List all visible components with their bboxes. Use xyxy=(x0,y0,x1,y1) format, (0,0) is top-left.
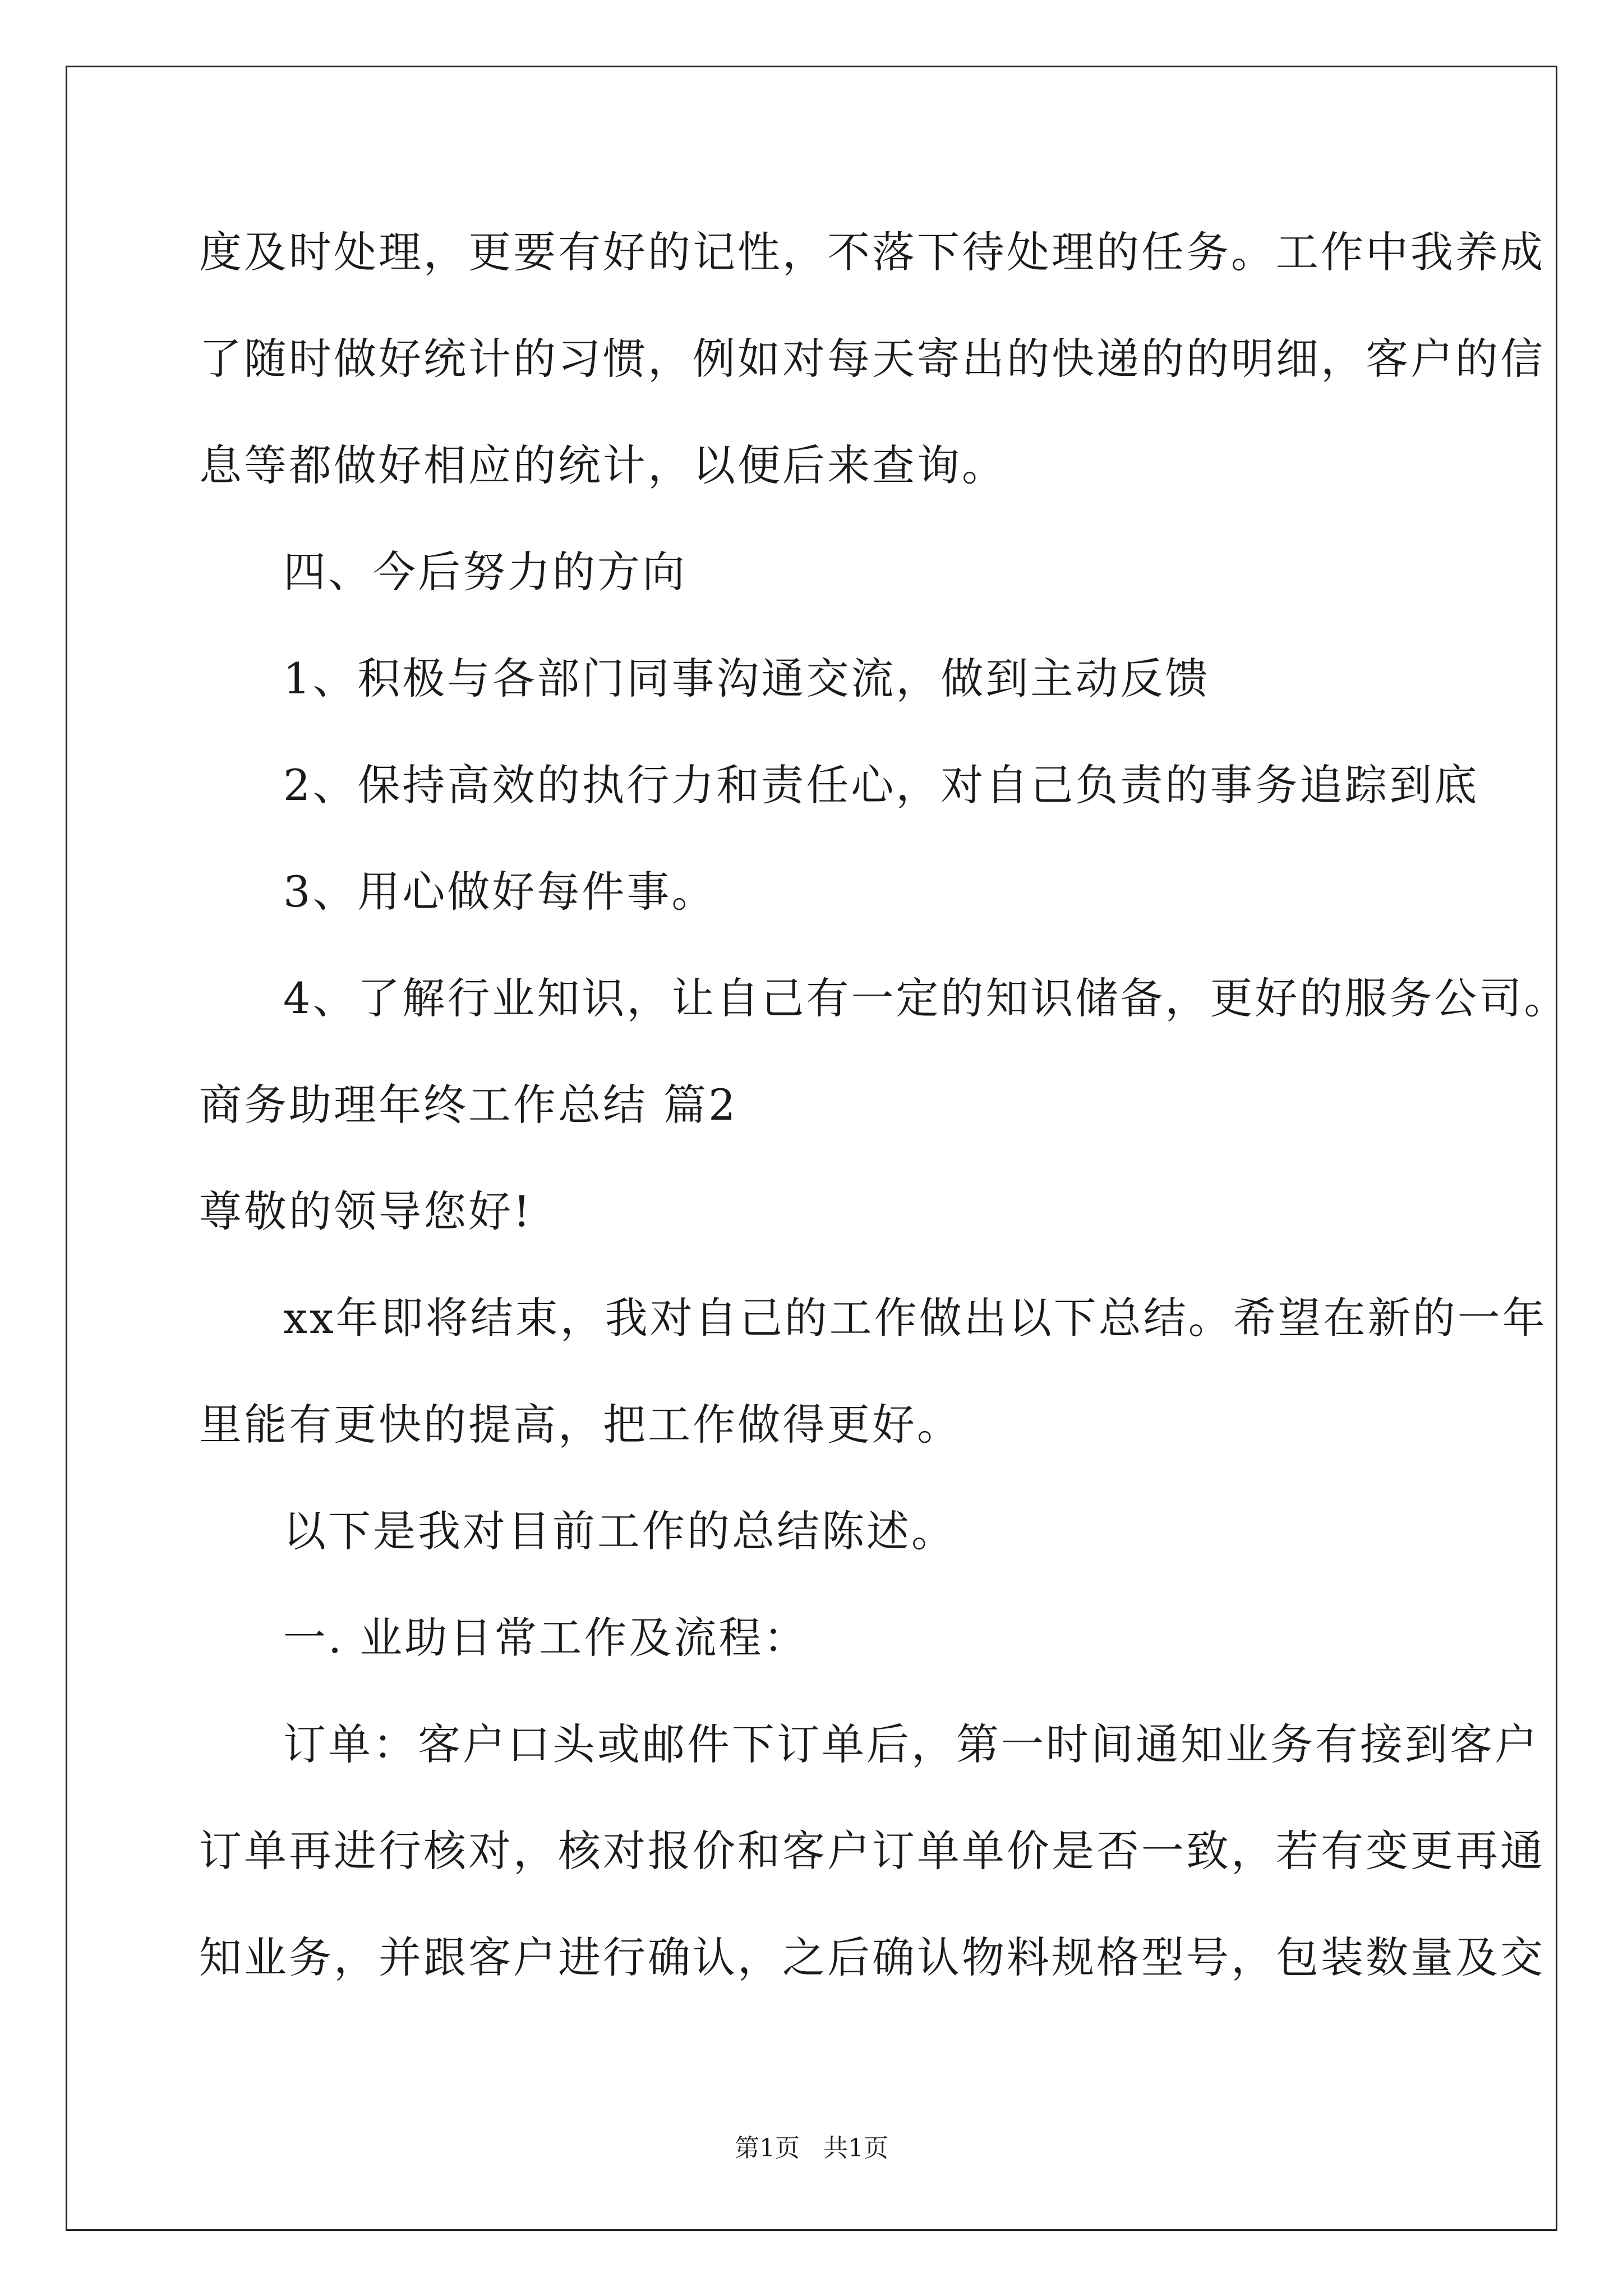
list-item-2: 2、保持高效的执行力和责任心，对自己负责的事务追踪到底 xyxy=(283,760,1479,810)
list-item-1: 1、积极与各部门同事沟通交流，做到主动反馈 xyxy=(283,654,1210,703)
body-line-7: 订单：客户口头或邮件下订单后，第一时间通知业务有接到客户 xyxy=(283,1719,1539,1769)
body-line-3: 息等都做好相应的统计，以便后来查询。 xyxy=(199,440,1007,490)
section-heading-4: 四、今后努力的方向 xyxy=(283,547,687,597)
body-line-9: 知业务，并跟客户进行确认，之后确认物料规格型号，包装数量及交 xyxy=(199,1932,1545,1982)
list-item-3: 3、用心做好每件事。 xyxy=(283,867,717,917)
article-title: 商务助理年终工作总结 篇2 xyxy=(199,1080,738,1130)
salutation: 尊敬的领导您好! xyxy=(199,1186,533,1236)
body-line-2: 了随时做好统计的习惯，例如对每天寄出的快递的的明细，客户的信 xyxy=(199,334,1545,384)
body-line-6: 以下是我对目前工作的总结陈述。 xyxy=(283,1506,956,1556)
page-footer: 第1页 共1页 xyxy=(735,2134,888,2162)
page-border xyxy=(66,66,1557,2231)
body-line-1: 度及时处理，更要有好的记性，不落下待处理的任务。工作中我养成 xyxy=(199,227,1545,277)
body-line-4: xx年即将结束，我对自己的工作做出以下总结。希望在新的一年 xyxy=(283,1293,1547,1343)
section-heading-1: 一. 业助日常工作及流程： xyxy=(283,1613,809,1663)
body-line-8: 订单再进行核对，核对报价和客户订单单价是否一致，若有变更再通 xyxy=(199,1826,1545,1876)
list-item-4: 4、了解行业知识，让自己有一定的知识储备，更好的服务公司。 xyxy=(283,973,1569,1023)
body-line-5: 里能有更快的提高，把工作做得更好。 xyxy=(199,1400,962,1450)
